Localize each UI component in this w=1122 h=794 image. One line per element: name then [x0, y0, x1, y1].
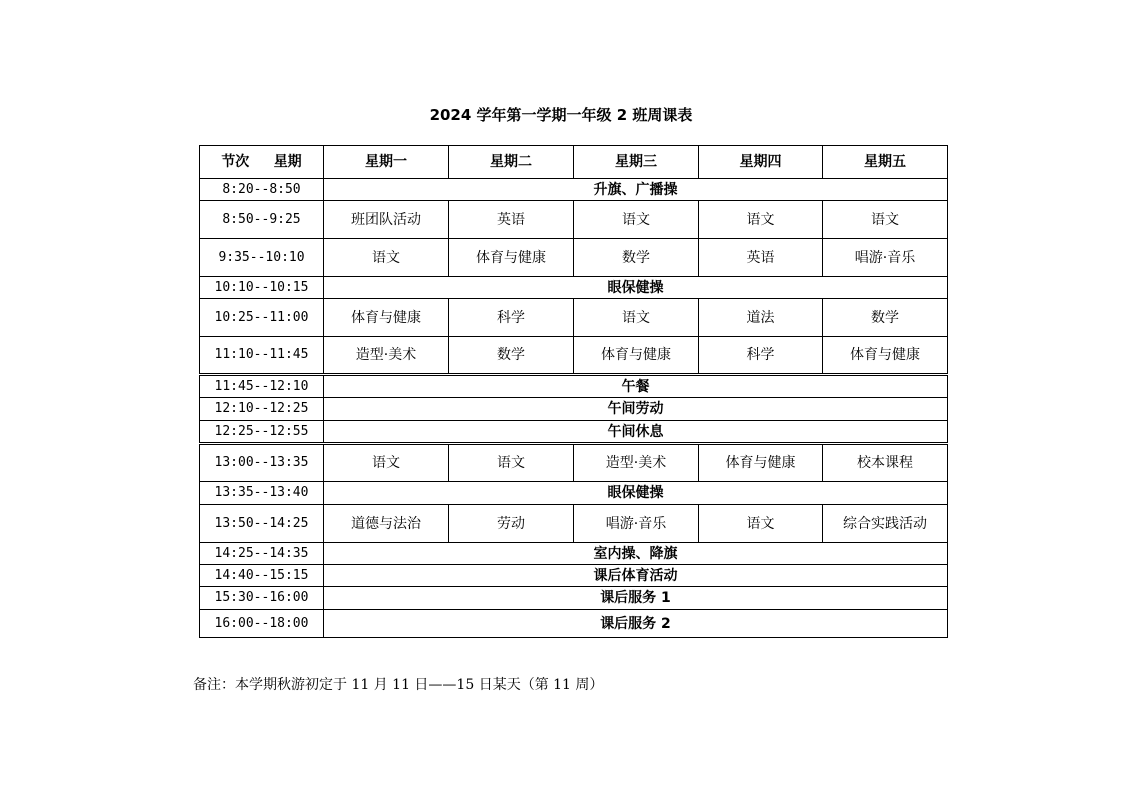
table-row	[200, 337, 948, 375]
activity-cell: 课后服务 2	[324, 610, 948, 638]
class-cell: 语文	[449, 444, 574, 482]
class-cell: 体育与健康	[699, 444, 823, 482]
corner-right-label: 星期	[273, 154, 302, 170]
activity-cell: 室内操、降旗	[324, 543, 948, 565]
page-title: 2024 学年第一学期一年级 2 班周课表	[429, 106, 693, 124]
class-cell: 唱游·音乐	[823, 239, 948, 277]
table-row	[200, 444, 948, 482]
class-cell: 唱游·音乐	[574, 505, 699, 543]
class-cell: 语文	[699, 505, 823, 543]
class-cell: 班团队活动	[324, 201, 449, 239]
time-cell: 13:50--14:25	[200, 505, 324, 543]
schedule-table	[199, 145, 948, 638]
time-cell: 13:00--13:35	[200, 444, 324, 482]
class-cell: 校本课程	[823, 444, 948, 482]
class-cell: 体育与健康	[324, 299, 449, 337]
class-cell: 英语	[449, 201, 574, 239]
header-day-wed: 星期三	[574, 146, 699, 179]
class-cell: 造型·美术	[574, 444, 699, 482]
class-cell: 英语	[699, 239, 823, 277]
table-row	[200, 482, 948, 505]
class-cell: 体育与健康	[449, 239, 574, 277]
activity-cell: 眼保健操	[324, 277, 948, 299]
table-row	[200, 565, 948, 587]
footnote: 备注：本学期秋游初定于 11 月 11 日——15 日某天（第 11 周）	[193, 677, 604, 693]
activity-cell: 课后体育活动	[324, 565, 948, 587]
class-cell: 数学	[823, 299, 948, 337]
activity-cell: 午餐	[324, 375, 948, 398]
activity-cell: 课后服务 1	[324, 587, 948, 610]
header-day-thu: 星期四	[699, 146, 823, 179]
table-row	[200, 610, 948, 638]
time-cell: 11:45--12:10	[200, 375, 324, 398]
table-header-row	[200, 146, 948, 179]
time-cell: 15:30--16:00	[200, 587, 324, 610]
class-cell: 数学	[574, 239, 699, 277]
table-row	[200, 421, 948, 444]
class-cell: 道法	[699, 299, 823, 337]
class-cell: 科学	[699, 337, 823, 375]
class-cell: 语文	[324, 444, 449, 482]
class-cell: 语文	[823, 201, 948, 239]
activity-cell: 升旗、广播操	[324, 179, 948, 201]
table-row	[200, 239, 948, 277]
class-cell: 语文	[324, 239, 449, 277]
time-cell: 12:25--12:55	[200, 421, 324, 444]
corner-header-cell	[200, 146, 324, 179]
time-cell: 8:20--8:50	[200, 179, 324, 201]
class-cell: 科学	[449, 299, 574, 337]
activity-cell: 午间劳动	[324, 398, 948, 421]
class-cell: 道德与法治	[324, 505, 449, 543]
table-row	[200, 201, 948, 239]
time-cell: 9:35--10:10	[200, 239, 324, 277]
time-cell: 14:40--15:15	[200, 565, 324, 587]
table-row	[200, 375, 948, 398]
table-row	[200, 587, 948, 610]
class-cell: 劳动	[449, 505, 574, 543]
time-cell: 11:10--11:45	[200, 337, 324, 375]
class-cell: 语文	[699, 201, 823, 239]
table-row	[200, 299, 948, 337]
header-day-mon: 星期一	[324, 146, 449, 179]
class-cell: 语文	[574, 201, 699, 239]
class-cell: 体育与健康	[823, 337, 948, 375]
activity-cell: 眼保健操	[324, 482, 948, 505]
table-row	[200, 505, 948, 543]
time-cell: 14:25--14:35	[200, 543, 324, 565]
corner-left-label: 节次	[221, 154, 250, 170]
class-cell: 语文	[574, 299, 699, 337]
header-day-tue: 星期二	[449, 146, 574, 179]
class-cell: 综合实践活动	[823, 505, 948, 543]
class-cell: 数学	[449, 337, 574, 375]
class-cell: 造型·美术	[324, 337, 449, 375]
header-day-fri: 星期五	[823, 146, 948, 179]
table-row	[200, 543, 948, 565]
time-cell: 10:10--10:15	[200, 277, 324, 299]
time-cell: 8:50--9:25	[200, 201, 324, 239]
table-row	[200, 179, 948, 201]
table-row	[200, 277, 948, 299]
table-row	[200, 398, 948, 421]
time-cell: 16:00--18:00	[200, 610, 324, 638]
time-cell: 12:10--12:25	[200, 398, 324, 421]
time-cell: 13:35--13:40	[200, 482, 324, 505]
activity-cell: 午间休息	[324, 421, 948, 444]
class-cell: 体育与健康	[574, 337, 699, 375]
time-cell: 10:25--11:00	[200, 299, 324, 337]
